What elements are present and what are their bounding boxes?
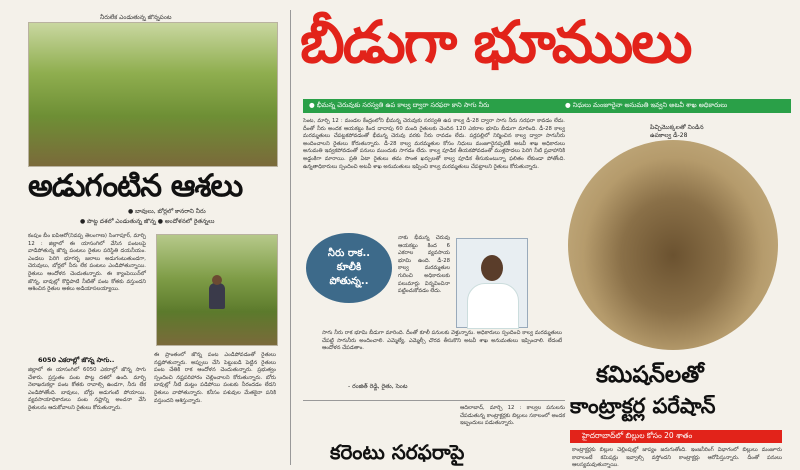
farmer-portrait: [456, 238, 528, 328]
portrait-head: [481, 255, 503, 281]
quote-signature: - రంజిత్ రెడ్డి, రైతు, సెంట: [348, 383, 408, 390]
right-headline-2: కాంట్రాక్టర్ల పరేషాన్: [570, 394, 716, 418]
banner-text-1: ● భీమన్న చెరువుకు సరస్వతి ఉప కాల్వ ద్వారా సరఫరా కాని సాగు నీరు: [309, 101, 490, 109]
left-col1-text2: జిల్లాలో ఈ యాసంగిలో 6050 ఎకరాల్లో జొన్న సాగు చేశారు. ప్రస్తుతం పంట పొట్ట దశలో ఉంది. మార్చి నెలాఖరుకల్లా పంట కోతకు రావాల్సి ఉండగా, నీరు లేక ఎండిపోతోంది. బావులు, బోర్లు అడుగంటి పోయాయి. వ్యవసాయాధికారులు పంట నష్టాన్ని అంచనా వేసి రైతులను ఆదుకోవాలని రైతులు కోరుతున్నారు.: [28, 367, 146, 411]
col3-text: ఆదిలాబాద్, మార్చి 12 : కాల్వల పనులను చేపడుతున్న కాంట్రాక్టర్లకు బిల్లులు సకాలంలో అందక ఇబ్బందులు పడుతున్నారు.: [460, 405, 565, 427]
quote-text: నాకు భీమన్న చెరువు ఆయకట్టు కింద 6 ఎకరాల వ్యవసాయ భూమి ఉంది. డీ-28 కాల్వ మరమ్మతుల గురించి అధికారులకు పలుమార్లు విన్నవించినా పట్టించుకోవడం లేదు.: [398, 235, 450, 295]
bottom-headline: కరెంటు సరఫరాపై: [330, 440, 465, 464]
canal-photo-label: పిచ్చిమొక్కలతో నిండిన ఉపకాల్వ డీ-28: [650, 124, 704, 139]
portrait-body: [467, 283, 519, 329]
farmer-photo: [156, 234, 278, 346]
left-headline: అడుగంటిన ఆశలు: [28, 168, 243, 204]
farmer-head: [212, 275, 222, 285]
dry-canal-photo: [568, 140, 778, 350]
section-divider: [303, 400, 565, 401]
right-banner-text: హైదరాబాద్‌లో బిల్లుల కోసం 20 శాతం: [582, 431, 693, 440]
banner-text-2: ● నిధులు మంజూరైనా అనుమతి ఇవ్వని అటవీ శాఖ అధికారులు: [565, 101, 728, 109]
main-body-text: సెంట, మార్చి 12 : మండల కేంద్రంలోని భీమన్న చెరువుకు సరస్వతి ఉప కాల్వ డీ-28 ద్వారా సాగు నీరు సరఫరా కావడం లేదు. దీంతో నీరు అందక ఆయకట్టు కింద దాదాపు 60 మంది రైతులకు చెందిన 120 ఎకరాల భూమి బీడుగా మారింది. డీ-28 కాల్వ మరమ్మతులు చేపట్టకపోవడంతో భీమన్న చెరువు వరకు నీరు రావడం లేదు. పర్లపల్లిలో నిర్మించిన కాల్వ ద్వారా సాగునీరు అందించాలని రైతులు కోరుతున్నారు. డీ-28 కాల్వ మరమ్మతుల కోసం నిధులు మంజూరైనప్పటికీ అటవీ శాఖ అధికారులు అనుమతి ఇవ్వకపోవడంతో పనులు ముందుకు సాగడం లేదు. కాల్వ పూడిక తీయకపోవడంతో ముళ్లపొదలు పెరిగి నీటి ప్రవాహానికి అడ్డంకిగా మారాయి. ప్రతి ఏటా రైతులు తమ సొంత ఖర్చులతో కాల్వ పూడిక తీసుకుంటున్నా ఫలితం లేకుండా పోతోంది. ఉన్నతాధికారులు స్పందించి అటవీ శాఖ అనుమతులు ఇప్పించి కాల్వ మరమ్మతులు చేపట్టాలని రైతులు కోరుతున్నారు.: [303, 118, 565, 170]
photo-caption: నీరులేక ఎండుతున్న జొన్నపంట: [100, 14, 172, 21]
main-banner: [303, 99, 791, 113]
left-subhead-2: ● పొట్ట దశలో ఎండుతున్న జొన్న ● అందోళనలో రైతన్నలు: [80, 218, 215, 225]
left-col2-text: ఈ ప్రాంతంలో జొన్న పంట ఎండిపోవడంతో రైతులు నష్టపోతున్నారు. అప్పులు చేసి పెట్టుబడి పెట్టిన రైతులు పంట చేతికి రాక ఆందోళన చెందుతున్నారు. ప్రభుత్వం స్పందించి నష్టపరిహారం చెల్లించాలని కోరుతున్నారు. బోరు బావుల్లో నీటి మట్టం పడిపోయి పంటకు నీరందడం లేదని రైతులు వాపోతున్నారు. కనీసం పశువుల మేతకైనా పనికి వస్తుందని ఆశిస్తున్నారు.: [154, 352, 276, 404]
right-headline-1: కమిషన్‌లతో: [596, 362, 704, 388]
left-col1-subhead: 6050 ఎకరాల్లో జొన్న సాగు..: [38, 356, 115, 364]
quote-text-2: సాగు నీరు రాక భూమి బీడుగా మారింది. దీంతో కూలీ పనులకు వెళ్తున్నాను. అధికారులు స్పందించి కాల్వ మరమ్మతులు చేపట్టి సాగునీరు అందించాలి. ఎమ్మెల్యే, ఎమ్మెల్సీ చొరవ తీసుకొని అటవీ శాఖ అనుమతులు ఇప్పించాలి. లేదంటే ఆందోళన చేపడతాం.: [322, 330, 562, 352]
right-text: కాంట్రాక్టర్లకు బిల్లుల చెల్లింపుల్లో జాప్యం జరుగుతోంది. ఇంజనీరింగ్ విభాగంలో బిల్లులు మంజూరు కావాలంటే కమిషన్లు ఇవ్వాల్సి వస్తోందని కాంట్రాక్టర్లు ఆరోపిస్తున్నారు. దీంతో పనులు ఆలస్యమవుతున్నాయి.: [572, 447, 782, 469]
left-col1-text: కంపుం బీం ఐపిఆరో(నివప్ప తెలంగాణ) సింగాపూర్, మార్చి 12 : జిల్లాలో ఈ యాసంగిలో వేసిన పంటలపై వాడిపోతున్న జొన్న పంటలు రైతుల పరిస్థితి దయనీయం. ఎండలు పెరిగి భూగర్భ జలాలు అడుగంటుతుండగా, చెరువులు, బోర్లలో నీరు లేక పంటలు ఎండిపోతున్నాయి. రైతులు ఆందోళన చెందుతున్నారు. ఈ క్యాంపెయిన్‌లో జొన్న, బావుల్లో కొద్దిపాటి నీటితో పంట కోతకు వస్తుందని ఆశించిన రైతుల ఆశలు అడియాసలయ్యాయి.: [28, 233, 146, 293]
farmer-figure: [209, 283, 225, 309]
right-banner: [570, 430, 782, 443]
main-headline: బీడుగా భూములు: [300, 8, 691, 76]
column-divider: [290, 10, 291, 465]
quote-bubble: [306, 233, 392, 303]
quote-title: నీరు రాక.. కూలీకి పోతున్న..: [327, 248, 371, 287]
field-photo: [28, 22, 278, 167]
left-subhead-1: ● బావులు, బోర్లలో కానరాని నీరు: [128, 208, 206, 215]
